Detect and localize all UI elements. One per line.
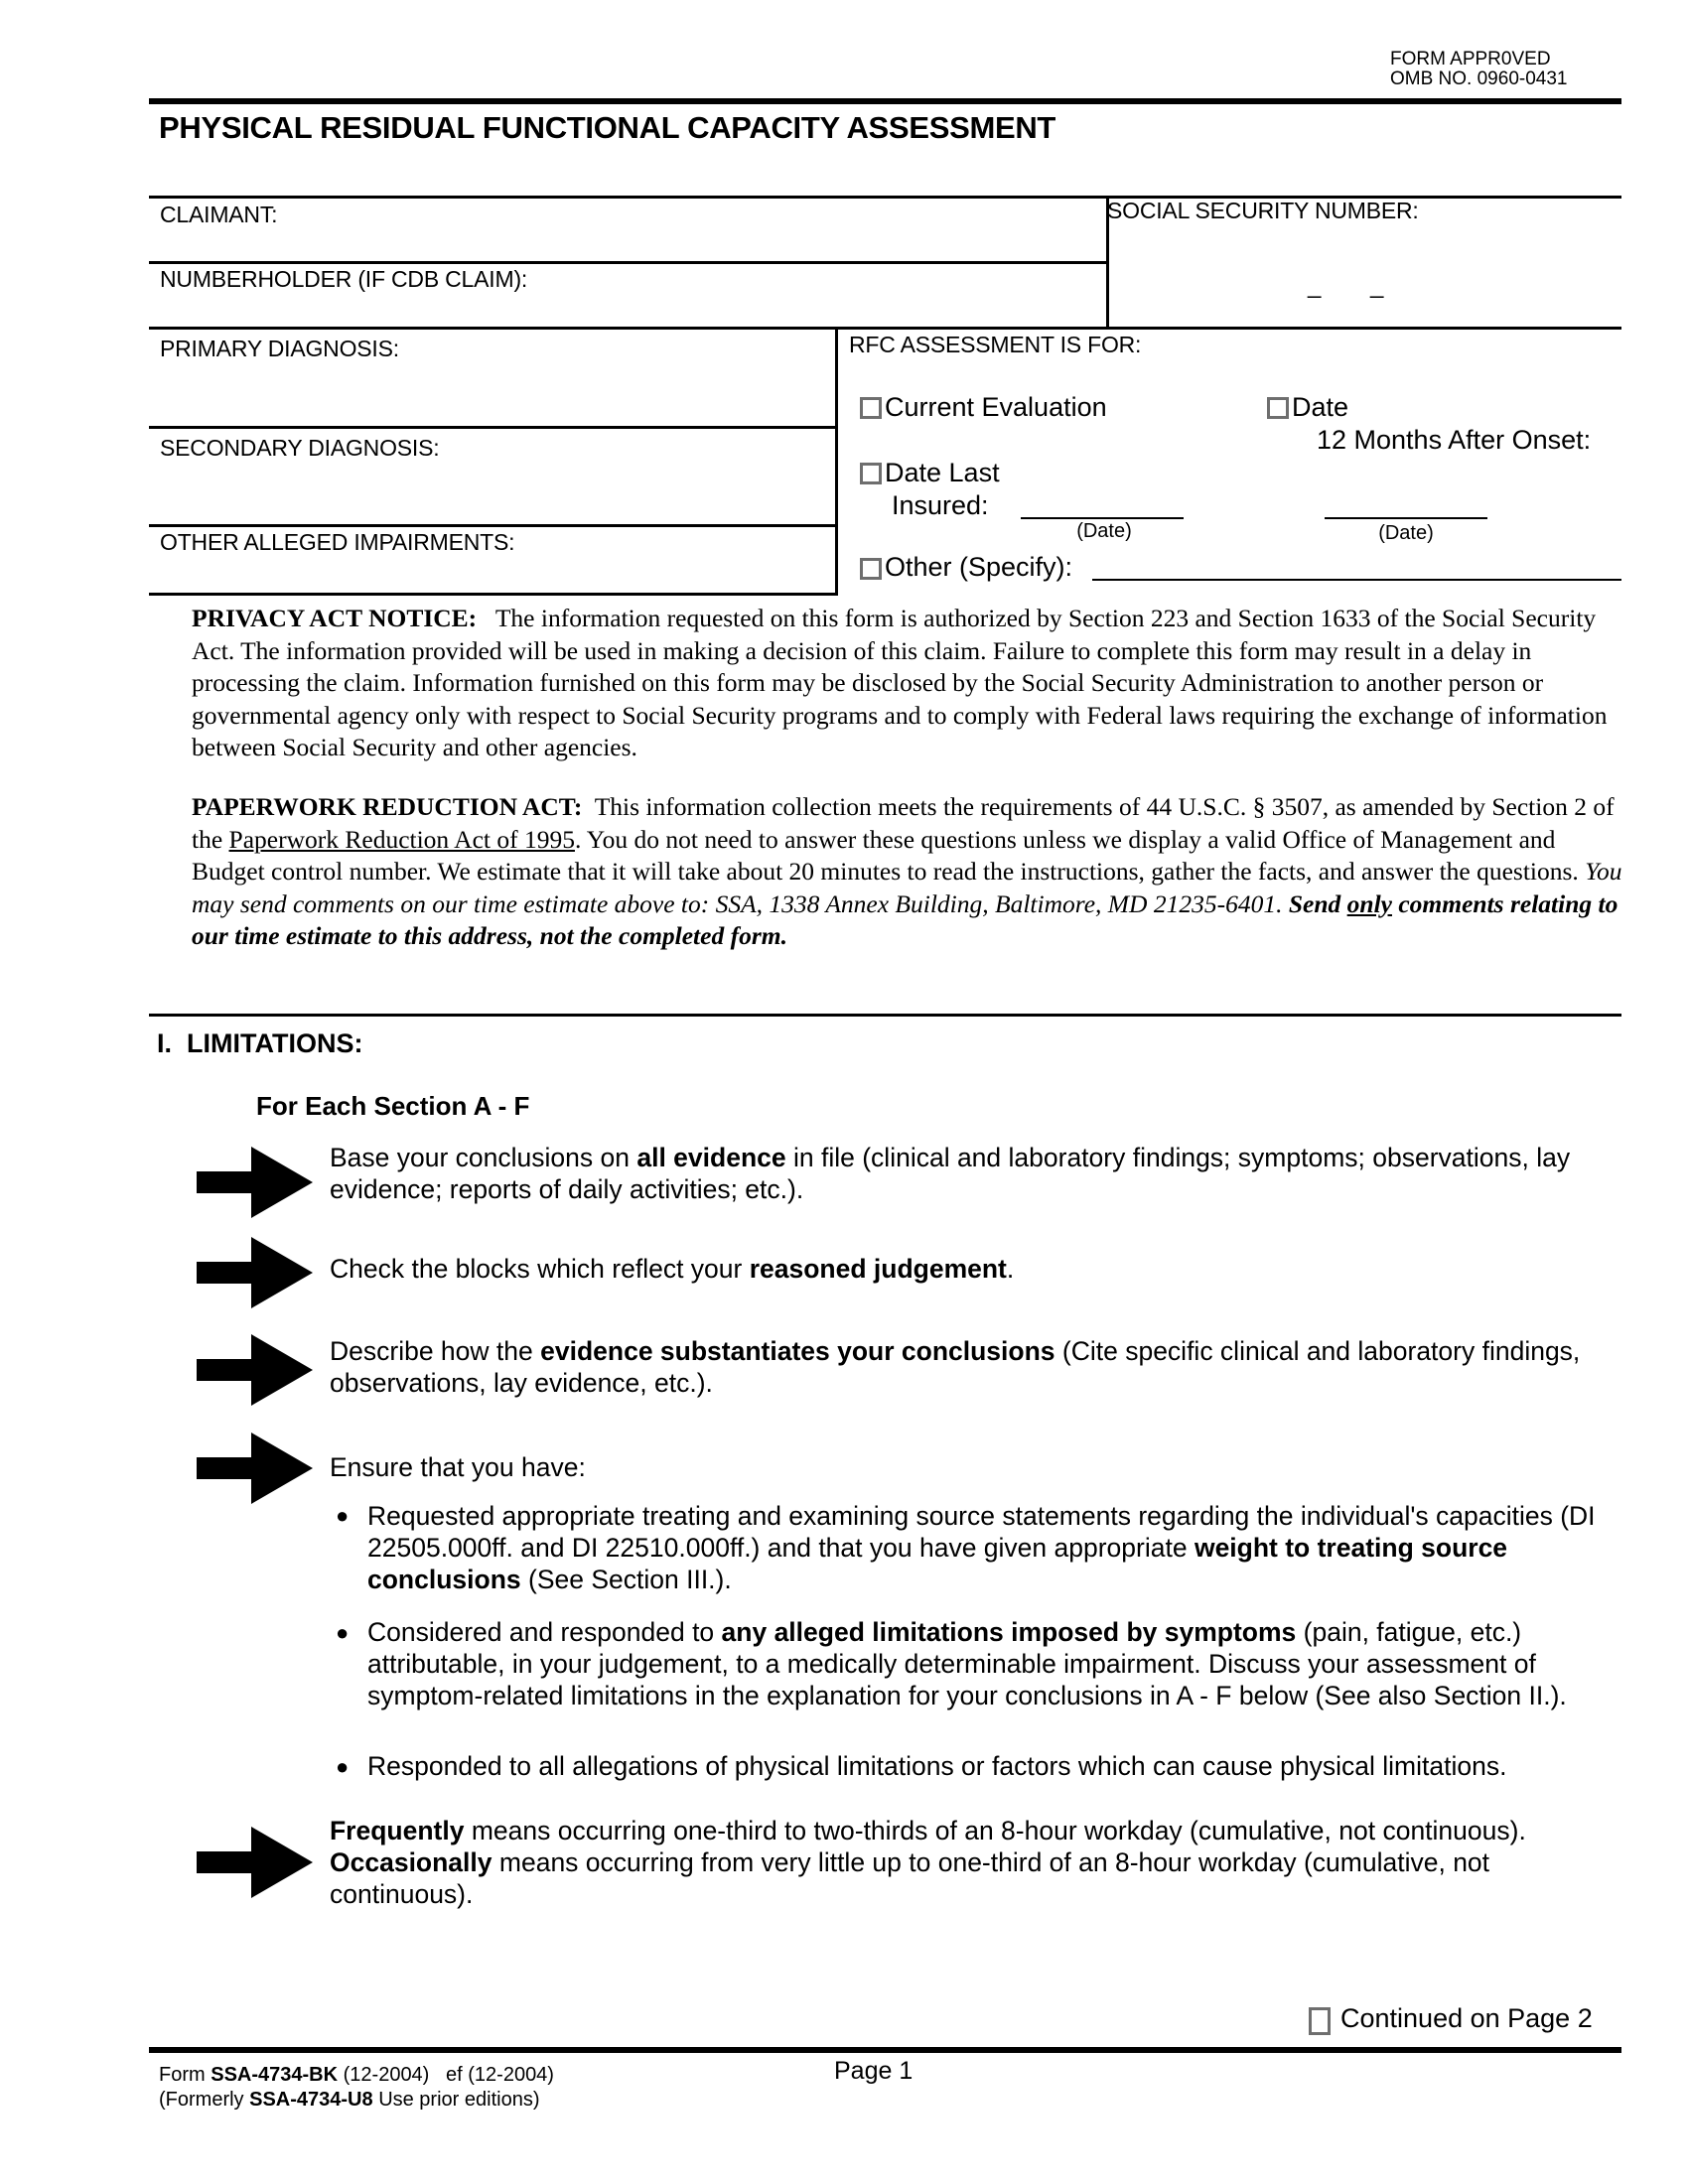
- privacy-body: The information requested on this form is authorized by Section 223 and Section 1633 of the Social Security Act. The information provided will be used in making a decision of this claim. Failure to complete this form may result in a delay in processing the claim. Information furnished on this form may be disclosed by the Social Security Administration to another person or governmental agency only with respect to Social Security programs and to comply with Federal laws requiring the exchange of information between Social Security and other agencies.: [192, 604, 1608, 761]
- date-last-insured-label-1: Date Last: [885, 458, 1000, 487]
- bullet-treating-source: Requested appropriate treating and examining source statements regarding the individual's capacities (DI 22505.000ff. and DI 22510.000ff.) and that you have given appropriate weight to treating source conclusions (See Section III.).: [367, 1501, 1596, 1594]
- bullet-icon: ●: [336, 1754, 350, 1779]
- numberholder-label: NUMBERHOLDER (IF CDB CLAIM):: [160, 266, 528, 292]
- grid-vrule-rfc: [835, 328, 838, 596]
- paperwork-comments-address: You may send comments on our time estimate above to: SSA, 1338 Annex Building, Baltimore, MD 21235-6401.: [192, 857, 1622, 918]
- secondary-diagnosis-field[interactable]: [160, 463, 825, 520]
- arrow-icon: [197, 1334, 320, 1406]
- date-last-insured-label-2: Insured:: [892, 490, 989, 520]
- date-last-insured-checkbox[interactable]: [860, 463, 882, 484]
- bullet-icon: ●: [336, 1503, 350, 1528]
- page-title: PHYSICAL RESIDUAL FUNCTIONAL CAPACITY ASSESSMENT: [159, 110, 1056, 145]
- privacy-act-notice: [192, 603, 1626, 764]
- ssn-dash-1: _: [1308, 272, 1322, 299]
- bullet-physical-limitations: Responded to all allegations of physical limitations or factors which can cause physical limitations.: [367, 1751, 1507, 1781]
- other-impairments-field[interactable]: [160, 557, 825, 589]
- date-caption-1: (Date): [1076, 520, 1132, 542]
- bullet-icon: ●: [336, 1620, 350, 1645]
- frequency-definitions: Frequently means occurring one-third to two-thirds of an 8-hour workday (cumulative, not continuous). Occasionally means occurring from very little up to one-third of an 8-hour workday (cumulative, not continuous).: [330, 1816, 1526, 1909]
- primary-diagnosis-label: PRIMARY DIAGNOSIS:: [160, 336, 399, 361]
- paperwork-send-pre: Send: [1288, 888, 1341, 918]
- date-12-months-label-1: Date: [1292, 392, 1349, 422]
- other-specify-checkbox[interactable]: [860, 558, 882, 580]
- limitations-subheading: For Each Section A - F: [256, 1091, 530, 1121]
- arrow-icon: [197, 1433, 320, 1504]
- date-caption-2: (Date): [1378, 522, 1434, 544]
- instruction-all-evidence: Base your conclusions on all evidence in file (clinical and laboratory findings; symptoms; observations, lay evidence; reports of daily activities; etc.).: [330, 1143, 1571, 1204]
- form-approved-text: FORM APPR0VED: [1390, 49, 1551, 69]
- top-rule: [149, 98, 1621, 104]
- omb-number: OMB NO. 0960-0431: [1390, 68, 1568, 89]
- claimant-field[interactable]: [160, 228, 1093, 258]
- limitations-heading: I. LIMITATIONS:: [157, 1028, 363, 1058]
- form-number: Form SSA-4734-BK (12-2004) ef (12-2004) (Formerly SSA-4734-U8 Use prior editions): [159, 2064, 554, 2111]
- continued-label: Continued on Page 2: [1340, 2003, 1593, 2033]
- rfc-heading: RFC ASSESSMENT IS FOR:: [849, 332, 1142, 357]
- instruction-reasoned-judgement: Check the blocks which reflect your reasoned judgement.: [330, 1254, 1015, 1284]
- paperwork-body-1: This information collection meets the requirements of 44 U.S.C. § 3507, as amended by Section 2 of the: [192, 792, 1615, 854]
- paperwork-send-post: comments relating to our time estimate to this address, not the completed form.: [192, 888, 1618, 950]
- page-number: Page 1: [834, 2057, 914, 2085]
- claimant-label: CLAIMANT:: [160, 202, 278, 227]
- primary-diagnosis-field[interactable]: [160, 363, 825, 421]
- numberholder-field[interactable]: [160, 294, 1093, 324]
- date-12-months-value-line[interactable]: [1325, 517, 1487, 519]
- paperwork-send-only: only: [1346, 888, 1392, 918]
- other-specify-label: Other (Specify):: [885, 552, 1073, 582]
- continued-checkbox[interactable]: [1309, 2007, 1331, 2035]
- section-rule: [149, 1014, 1621, 1017]
- instruction-evidence-substantiates: Describe how the evidence substantiates your conclusions (Cite specific clinical and laboratory findings, observations, lay evidence, etc.).: [330, 1336, 1581, 1398]
- ssn-field[interactable]: [1117, 228, 1614, 323]
- other-specify-line[interactable]: [1092, 579, 1621, 581]
- diag-rule-2: [149, 524, 837, 527]
- privacy-heading: PRIVACY ACT NOTICE:: [192, 604, 478, 632]
- date-12-months-label-2: 12 Months After Onset:: [1317, 425, 1592, 455]
- other-impairments-label: OTHER ALLEGED IMPAIRMENTS:: [160, 529, 515, 555]
- arrow-icon: [197, 1827, 320, 1898]
- arrow-icon: [197, 1147, 320, 1218]
- date-last-insured-line[interactable]: [1021, 517, 1184, 519]
- form-approval: [1390, 50, 1567, 89]
- paperwork-act-link[interactable]: Paperwork Reduction Act of 1995: [228, 824, 575, 854]
- grid-rule-2: [149, 261, 1108, 264]
- paperwork-body-2: . You do not need to answer these questions unless we display a valid Office of Management and Budget control number. We estimate that it will take about 20 minutes to read the instructions, gather the facts, and answer the questions.: [192, 824, 1579, 886]
- ssn-label: SOCIAL SECURITY NUMBER:: [1107, 198, 1419, 223]
- paperwork-heading: PAPERWORK REDUCTION ACT:: [192, 792, 583, 821]
- paperwork-reduction-act: [192, 791, 1626, 953]
- diag-rule-1: [149, 426, 837, 429]
- grid-rule-3: [149, 327, 1621, 330]
- diag-rule-3: [149, 593, 837, 596]
- date-12-months-checkbox[interactable]: [1267, 397, 1289, 419]
- secondary-diagnosis-label: SECONDARY DIAGNOSIS:: [160, 435, 440, 461]
- ssn-dash-2: _: [1370, 272, 1384, 299]
- bullet-symptoms: Considered and responded to any alleged limitations imposed by symptoms (pain, fatigue, etc.) attributable, in your judgement, to a medically determinable impairment. Discuss your assessment of symptom-related limitations in the explanation for your conclusions in A - F below (See also Section II.).: [367, 1617, 1567, 1710]
- bottom-rule: [149, 2047, 1621, 2053]
- current-evaluation-label: Current Evaluation: [885, 392, 1107, 422]
- arrow-icon: [197, 1237, 320, 1308]
- instruction-ensure: Ensure that you have:: [330, 1452, 586, 1482]
- current-evaluation-checkbox[interactable]: [860, 397, 882, 419]
